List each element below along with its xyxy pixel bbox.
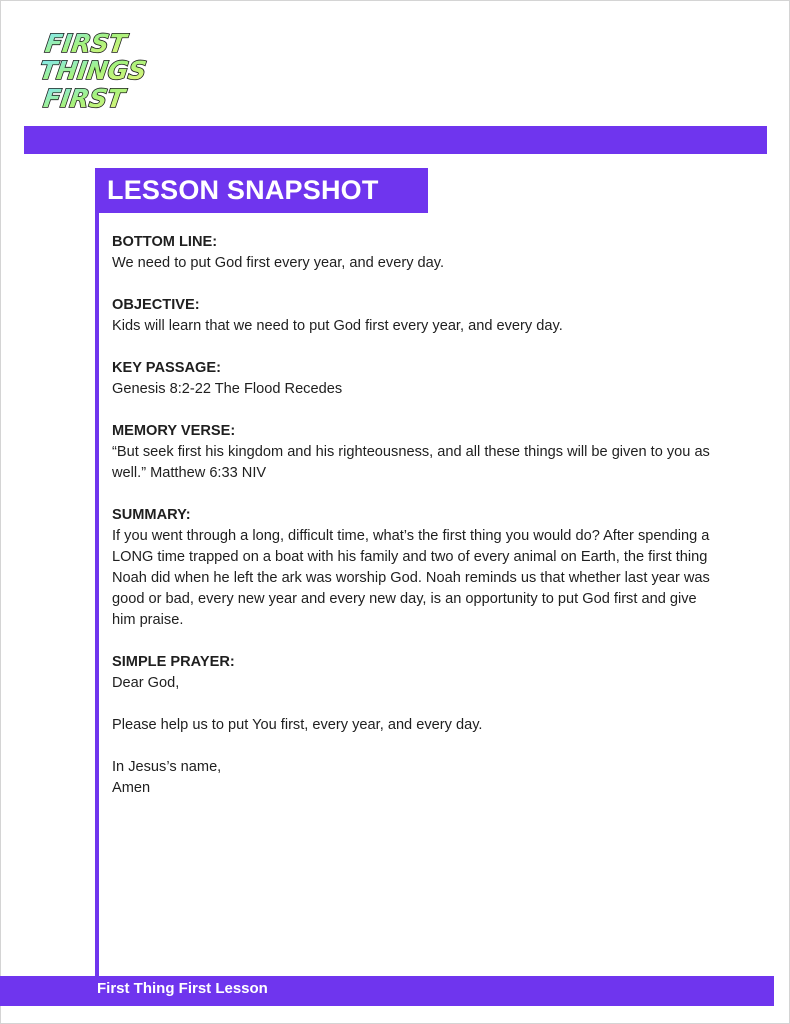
lesson-title-text: LESSON SNAPSHOT bbox=[107, 175, 379, 205]
logo-line-2: THINGS bbox=[37, 56, 149, 85]
side-rule bbox=[95, 170, 99, 978]
bottom-line-heading: BOTTOM LINE: bbox=[112, 234, 218, 250]
logo-line-3: FIRST bbox=[41, 84, 127, 113]
summary-heading: SUMMARY: bbox=[112, 507, 191, 523]
bottom-line-body: We need to put God first every year, and every day. bbox=[112, 255, 445, 271]
prayer-request: Please help us to put You first, every year, and every day. bbox=[112, 717, 483, 733]
footer-text: First Thing First Lesson bbox=[97, 980, 268, 997]
prayer-closing: In Jesus’s name, bbox=[112, 759, 222, 775]
section-key-passage bbox=[112, 358, 712, 400]
logo-graphic bbox=[36, 28, 156, 114]
key-passage-heading: KEY PASSAGE: bbox=[112, 360, 221, 376]
prayer-amen: Amen bbox=[112, 780, 151, 796]
section-objective bbox=[112, 295, 712, 337]
memory-verse-heading: MEMORY VERSE: bbox=[112, 423, 236, 439]
prayer-greeting: Dear God, bbox=[112, 675, 180, 691]
lesson-title bbox=[95, 168, 428, 213]
logo-line-1: FIRST bbox=[43, 29, 129, 58]
section-summary bbox=[112, 505, 712, 631]
memory-verse-body: “But seek first his kingdom and his righteousness, and all these things will be given to you as well.” Matthew 6:33 NIV bbox=[112, 444, 710, 481]
objective-heading: OBJECTIVE: bbox=[112, 297, 200, 313]
simple-prayer-heading: SIMPLE PRAYER: bbox=[112, 654, 235, 670]
section-simple-prayer bbox=[112, 652, 712, 799]
key-passage-body: Genesis 8:2-22 The Flood Recedes bbox=[112, 381, 343, 397]
lesson-content bbox=[112, 232, 712, 820]
section-bottom-line bbox=[112, 232, 712, 274]
objective-body: Kids will learn that we need to put God first every year, and every day. bbox=[112, 318, 563, 334]
section-memory-verse bbox=[112, 421, 712, 484]
first-things-first-logo bbox=[36, 28, 156, 114]
summary-body: If you went through a long, difficult time, what’s the first thing you would do? After spending a LONG time trapped on a boat with his family and two of every animal on Earth, the first thing Noah did when he left the ark was worship God. Noah reminds us that whether last year was good or bad, every new year and every new day, is an opportunity to put God first and give him praise. bbox=[112, 528, 710, 628]
header-band bbox=[24, 126, 767, 154]
